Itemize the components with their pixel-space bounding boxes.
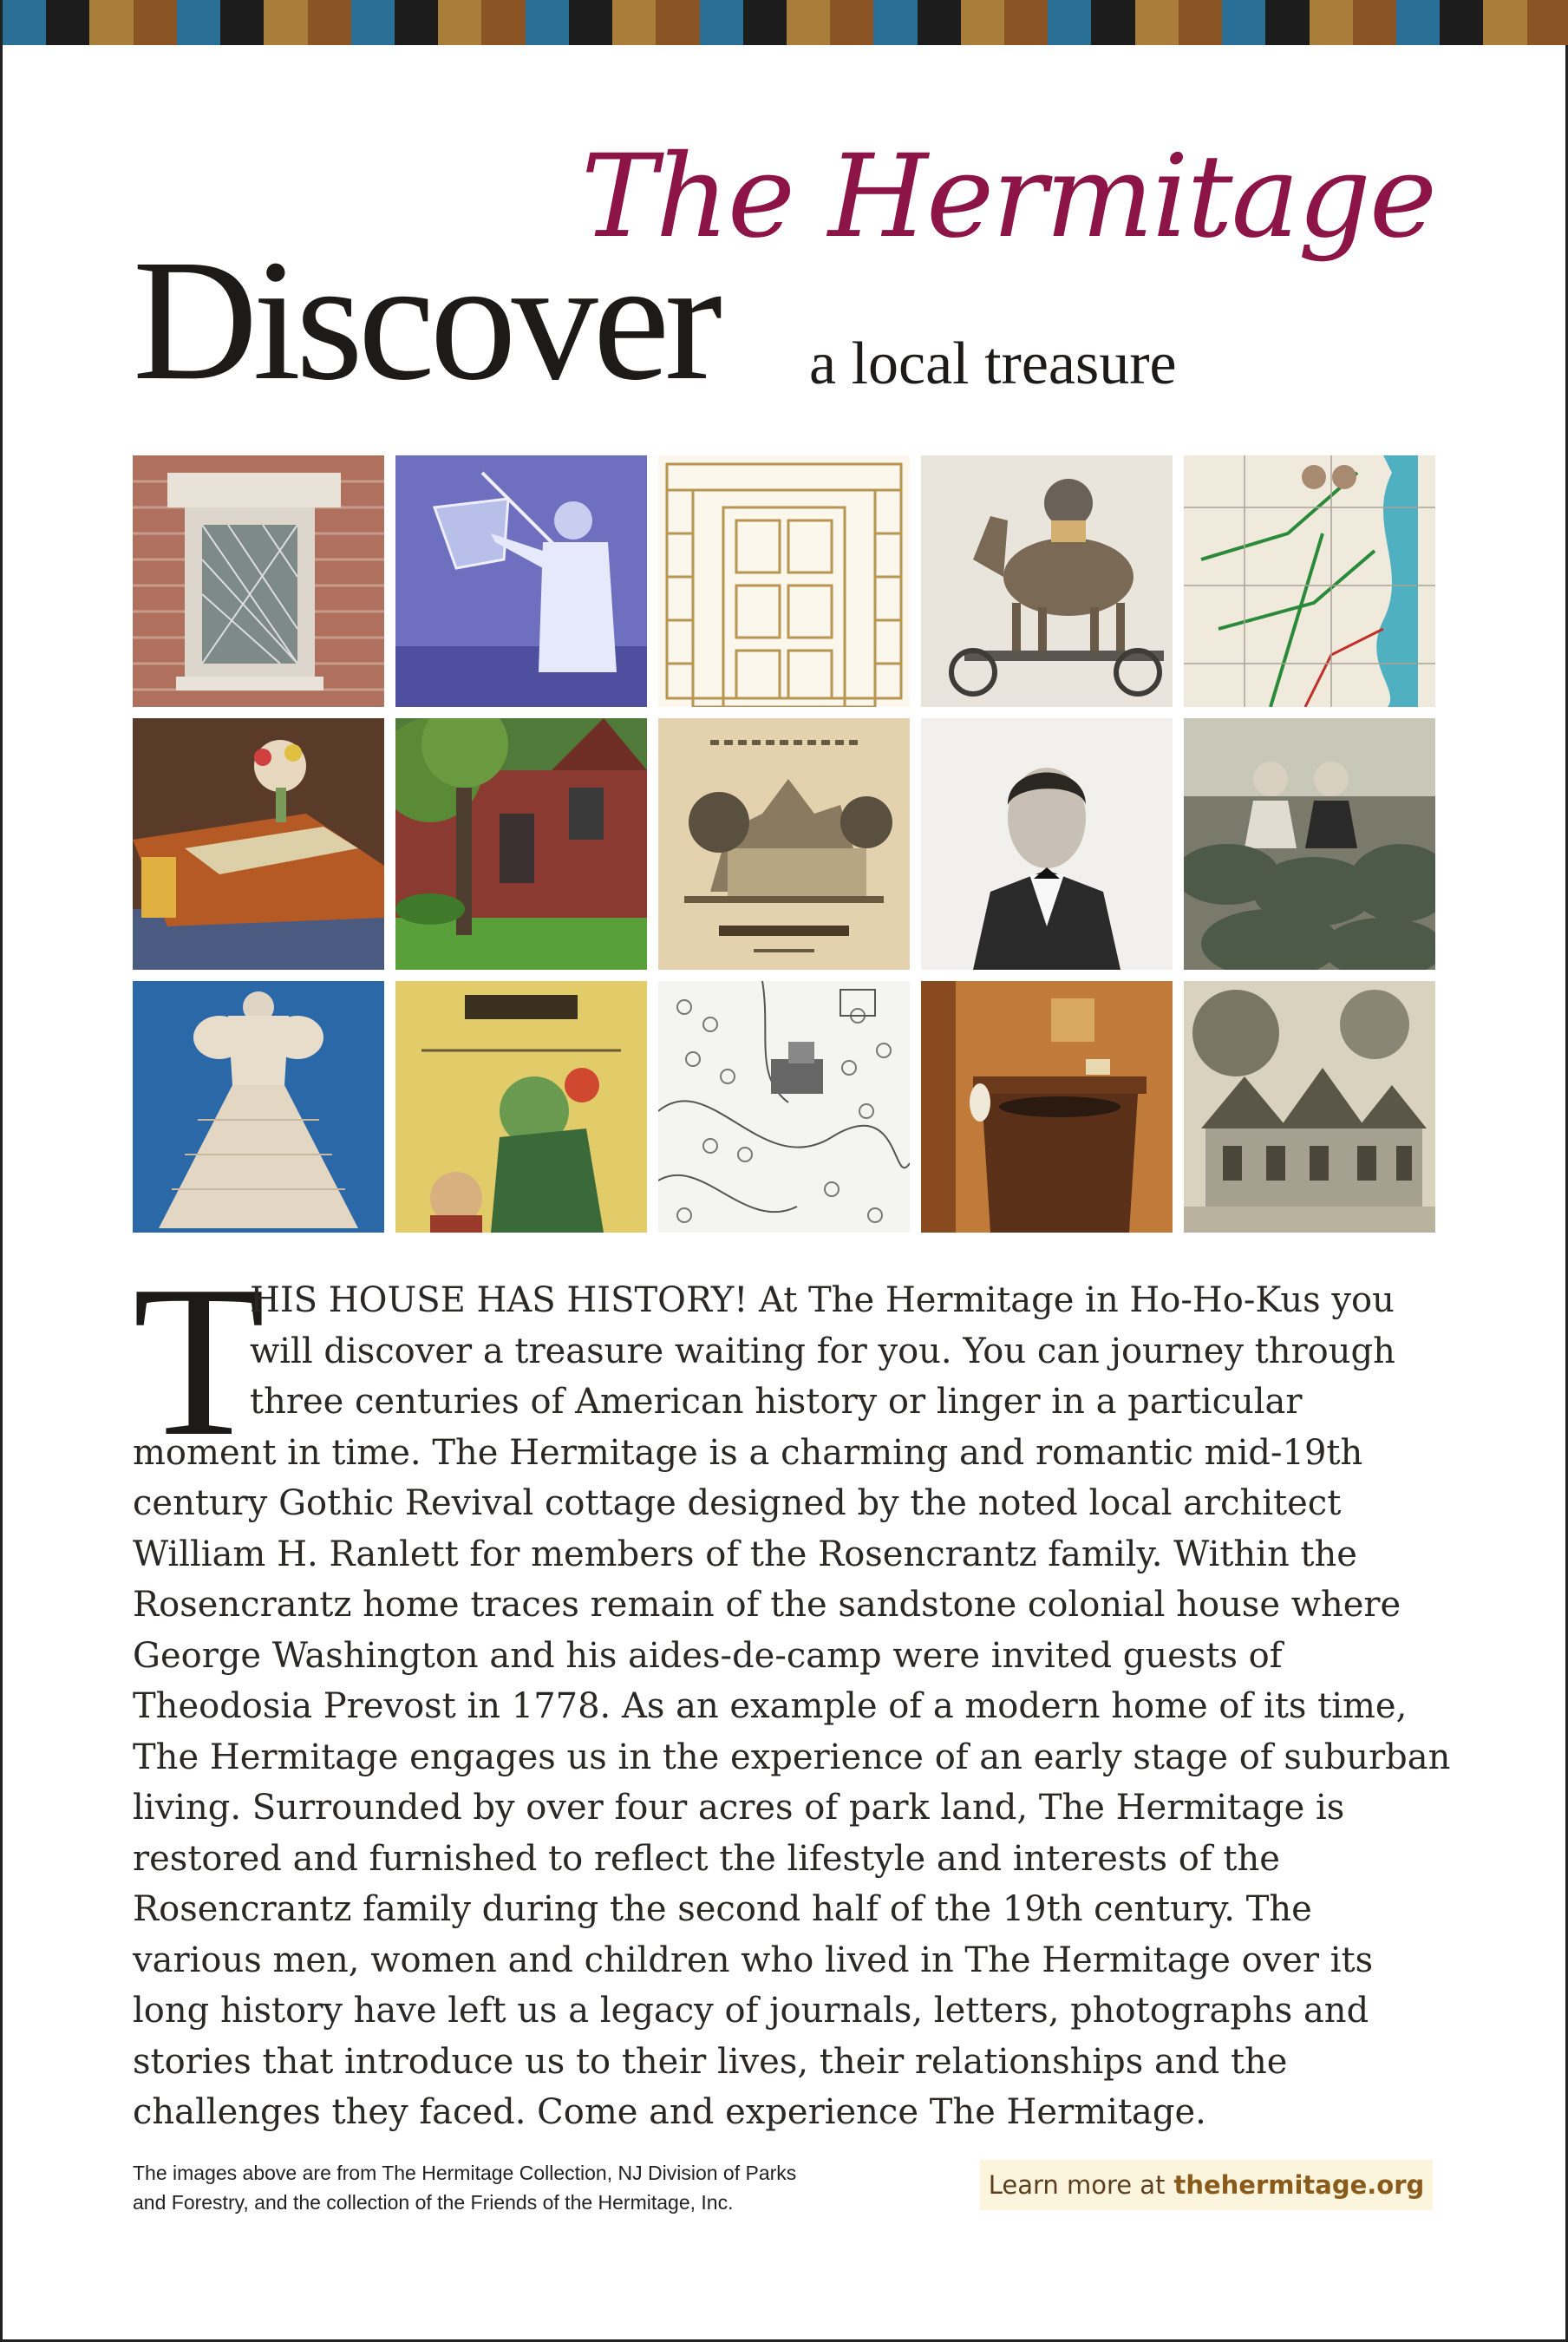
article-line: challenges they faced. Come and experience The Hermitage.	[133, 2092, 1206, 2132]
stripe-block	[1048, 0, 1091, 45]
stripe-block	[961, 0, 1004, 45]
stripe-block	[1222, 0, 1265, 45]
stripe-block	[351, 0, 395, 45]
website-url[interactable]: thehermitage.org	[1173, 2170, 1425, 2200]
dining-table-photo-icon	[133, 718, 384, 970]
article-line: living. Surrounded by over four acres of park land, The Hermitage is	[133, 1788, 1345, 1828]
article-line: will discover a treasure waiting for you. You can journey through	[250, 1331, 1395, 1371]
stripe-block	[1091, 0, 1134, 45]
cottage-engraving-icon	[1184, 981, 1435, 1233]
stripe-block	[1527, 0, 1568, 45]
wooden-cabinet-photo-icon	[921, 981, 1173, 1233]
article-line: Rosencrantz family during the second half of the 19th century. The	[133, 1889, 1312, 1929]
estate-plan-drawing-icon	[658, 981, 910, 1233]
stripe-block	[830, 0, 873, 45]
stripe-block	[1353, 0, 1396, 45]
brand-title: The Hermitage	[580, 130, 1435, 264]
stripe-block	[89, 0, 133, 45]
stripe-block	[220, 0, 264, 45]
stripe-block	[481, 0, 525, 45]
image-credit	[133, 2158, 913, 2217]
architecture-book-cover-icon	[658, 718, 910, 970]
drop-cap: T	[133, 1241, 265, 1482]
article-line: William H. Ranlett for members of the Rosencrantz family. Within the	[133, 1534, 1357, 1574]
article-line: three centuries of American history or linger in a particular	[250, 1382, 1303, 1422]
stripe-block	[1179, 0, 1222, 45]
stripe-block	[395, 0, 438, 45]
puck-magazine-cover-icon	[395, 981, 647, 1233]
stripe-block	[1440, 0, 1483, 45]
color-stripe	[3, 0, 1568, 45]
article-line: George Washington and his aides-de-camp were invited guests of	[133, 1635, 1283, 1676]
man-with-basket-photo-icon	[395, 455, 647, 707]
headline: Discover	[133, 225, 717, 416]
stripe-block	[569, 0, 612, 45]
stripe-block	[656, 0, 699, 45]
article-body	[133, 1241, 1451, 2138]
stripe-block	[1004, 0, 1048, 45]
article-line: HIS HOUSE HAS HISTORY! At The Hermitage in Ho-Ho-Kus you	[250, 1280, 1395, 1320]
article-line: The Hermitage engages us in the experience of an early stage of suburban	[133, 1737, 1451, 1777]
learn-more-link[interactable]	[980, 2160, 1433, 2210]
stripe-block	[1265, 0, 1309, 45]
image-gallery	[133, 455, 1435, 1233]
credit-line: The images above are from The Hermitage Collection, NJ Division of Parks	[133, 2162, 797, 2184]
tagline: a local treasure	[809, 330, 1177, 397]
stripe-block	[3, 0, 46, 45]
stripe-block	[134, 0, 177, 45]
stripe-block	[1483, 0, 1526, 45]
article-line: long history have left us a legacy of journals, letters, photographs and	[133, 1991, 1369, 2031]
credit-line: and Forestry, and the collection of the Friends of the Hermitage, Inc.	[133, 2191, 734, 2214]
stripe-block	[46, 0, 89, 45]
stripe-block	[612, 0, 656, 45]
stripe-block	[1396, 0, 1440, 45]
stripe-block	[264, 0, 307, 45]
stripe-block	[787, 0, 830, 45]
article-line: various men, women and children who lived in The Hermitage over its	[133, 1940, 1374, 1980]
article-line: restored and furnished to reflect the lifestyle and interests of the	[133, 1838, 1280, 1879]
stripe-block	[700, 0, 743, 45]
learn-more-prefix: Learn more at	[988, 2170, 1166, 2200]
camel-toy-photo-icon	[921, 455, 1173, 707]
stripe-block	[526, 0, 569, 45]
stripe-block	[438, 0, 481, 45]
article-line: Theodosia Prevost in 1778. As an example of a modern home of its time,	[133, 1686, 1408, 1726]
article-line: moment in time. The Hermitage is a charming and romantic mid-19th	[133, 1432, 1363, 1473]
stripe-block	[873, 0, 917, 45]
stripe-block	[918, 0, 961, 45]
women-in-garden-photo-icon	[1184, 718, 1435, 970]
article-line: stories that introduce us to their lives, their relationships and the	[133, 2041, 1288, 2082]
stripe-block	[1135, 0, 1179, 45]
stripe-block	[743, 0, 787, 45]
article-line: century Gothic Revival cottage designed by the noted local architect	[133, 1483, 1342, 1523]
stripe-block	[177, 0, 220, 45]
portrait-engraving-icon	[921, 718, 1173, 970]
lace-dress-photo-icon	[133, 981, 384, 1233]
window-photo-icon	[133, 455, 384, 707]
map-icon	[1184, 455, 1435, 707]
door-drawing-icon	[658, 455, 910, 707]
stripe-block	[308, 0, 351, 45]
stripe-block	[1310, 0, 1353, 45]
article-line: Rosencrantz home traces remain of the sandstone colonial house where	[133, 1585, 1401, 1625]
house-garden-photo-icon	[395, 718, 647, 970]
